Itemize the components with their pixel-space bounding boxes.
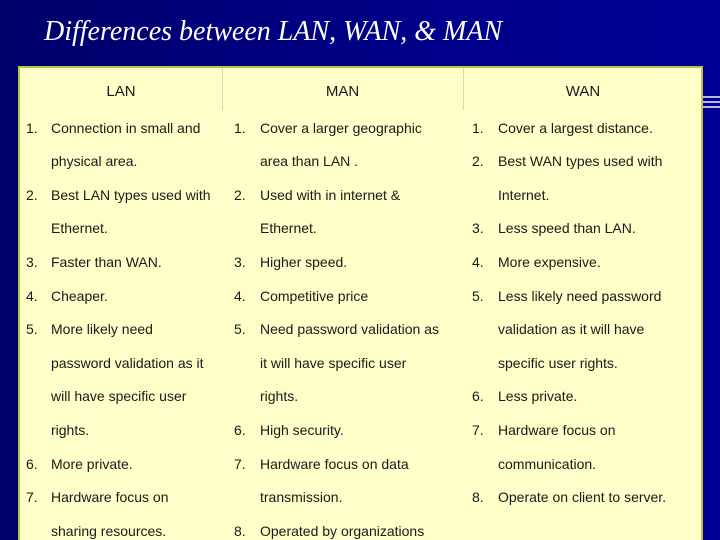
- man-item-text: area than LAN .: [260, 153, 359, 169]
- man-item-text: rights.: [260, 388, 299, 404]
- lan-item-text: Hardware focus on: [51, 489, 169, 505]
- man-item-text: Cover a larger geographic: [260, 120, 422, 136]
- man-item-number: 2.: [234, 187, 246, 203]
- man-item-number: 6.: [234, 422, 246, 438]
- lan-item-text: rights.: [51, 422, 90, 438]
- man-item-text: Operated by organizations: [260, 523, 425, 539]
- lan-item-text: More likely need: [51, 321, 153, 337]
- man-item-number: 3.: [234, 254, 246, 270]
- lan-item-text: Connection in small and: [51, 120, 201, 136]
- lan-item-text: Ethernet.: [51, 220, 108, 236]
- man-item-text: Hardware focus on data: [260, 456, 409, 472]
- lan-item-number: 3.: [26, 254, 38, 270]
- header-man: MAN: [325, 83, 360, 100]
- man-item-number: 8.: [234, 523, 246, 539]
- man-item-text: it will have specific user: [260, 355, 407, 371]
- lan-item-number: 2.: [26, 187, 38, 203]
- wan-item-number: 2.: [472, 153, 484, 169]
- man-item-number: 4.: [234, 288, 246, 304]
- wan-item-number: 4.: [472, 254, 484, 270]
- man-item-number: 7.: [234, 456, 246, 472]
- man-item-text: High security.: [260, 422, 344, 438]
- lan-item-text: More private.: [51, 456, 133, 472]
- wan-item-text: Operate on client to server.: [498, 489, 667, 505]
- lan-item-text: sharing resources.: [51, 523, 167, 539]
- wan-item-number: 1.: [472, 120, 484, 136]
- lan-item-number: 7.: [26, 489, 38, 505]
- wan-item-text: validation as it will have: [498, 321, 645, 337]
- lan-item-number: 6.: [26, 456, 38, 472]
- man-item-text: transmission.: [260, 489, 343, 505]
- man-item-text: Used with in internet &: [260, 187, 401, 203]
- man-item-text: Higher speed.: [260, 254, 348, 270]
- wan-item-number: 6.: [472, 388, 484, 404]
- wan-item-number: 3.: [472, 220, 484, 236]
- decorative-lines: [700, 96, 720, 111]
- header-wan: WAN: [565, 83, 601, 100]
- man-item-text: Need password validation as: [260, 321, 439, 337]
- wan-item-number: 8.: [472, 489, 484, 505]
- wan-item-text: Less speed than LAN.: [498, 220, 636, 236]
- lan-item-text: will have specific user: [51, 388, 187, 404]
- lan-item-text: Cheaper.: [51, 288, 108, 304]
- lan-item-text: Faster than WAN.: [51, 254, 162, 270]
- wan-item-text: Best WAN types used with: [498, 153, 663, 169]
- slide-title: Differences between LAN, WAN, & MAN: [44, 16, 503, 47]
- lan-item-number: 1.: [26, 120, 38, 136]
- wan-item-number: 7.: [472, 422, 484, 438]
- lan-item-text: Best LAN types used with: [51, 187, 211, 203]
- man-item-number: 1.: [234, 120, 246, 136]
- lan-item-number: 5.: [26, 321, 38, 337]
- man-item-text: Ethernet.: [260, 220, 317, 236]
- wan-item-text: Internet.: [498, 187, 550, 203]
- wan-item-text: specific user rights.: [498, 355, 618, 371]
- lan-item-text: physical area.: [51, 153, 138, 169]
- wan-item-text: Less private.: [498, 388, 578, 404]
- wan-item-text: Hardware focus on: [498, 422, 616, 438]
- wan-item-text: communication.: [498, 456, 597, 472]
- wan-item-number: 5.: [472, 288, 484, 304]
- man-item-text: Competitive price: [260, 288, 369, 304]
- header-lan: LAN: [106, 83, 136, 100]
- comparison-table: [18, 66, 703, 540]
- lan-item-text: password validation as it: [51, 355, 204, 371]
- wan-item-text: Less likely need password: [498, 288, 662, 304]
- wan-item-text: Cover a largest distance.: [498, 120, 653, 136]
- wan-item-text: More expensive.: [498, 254, 601, 270]
- lan-item-number: 4.: [26, 288, 38, 304]
- man-item-number: 5.: [234, 321, 246, 337]
